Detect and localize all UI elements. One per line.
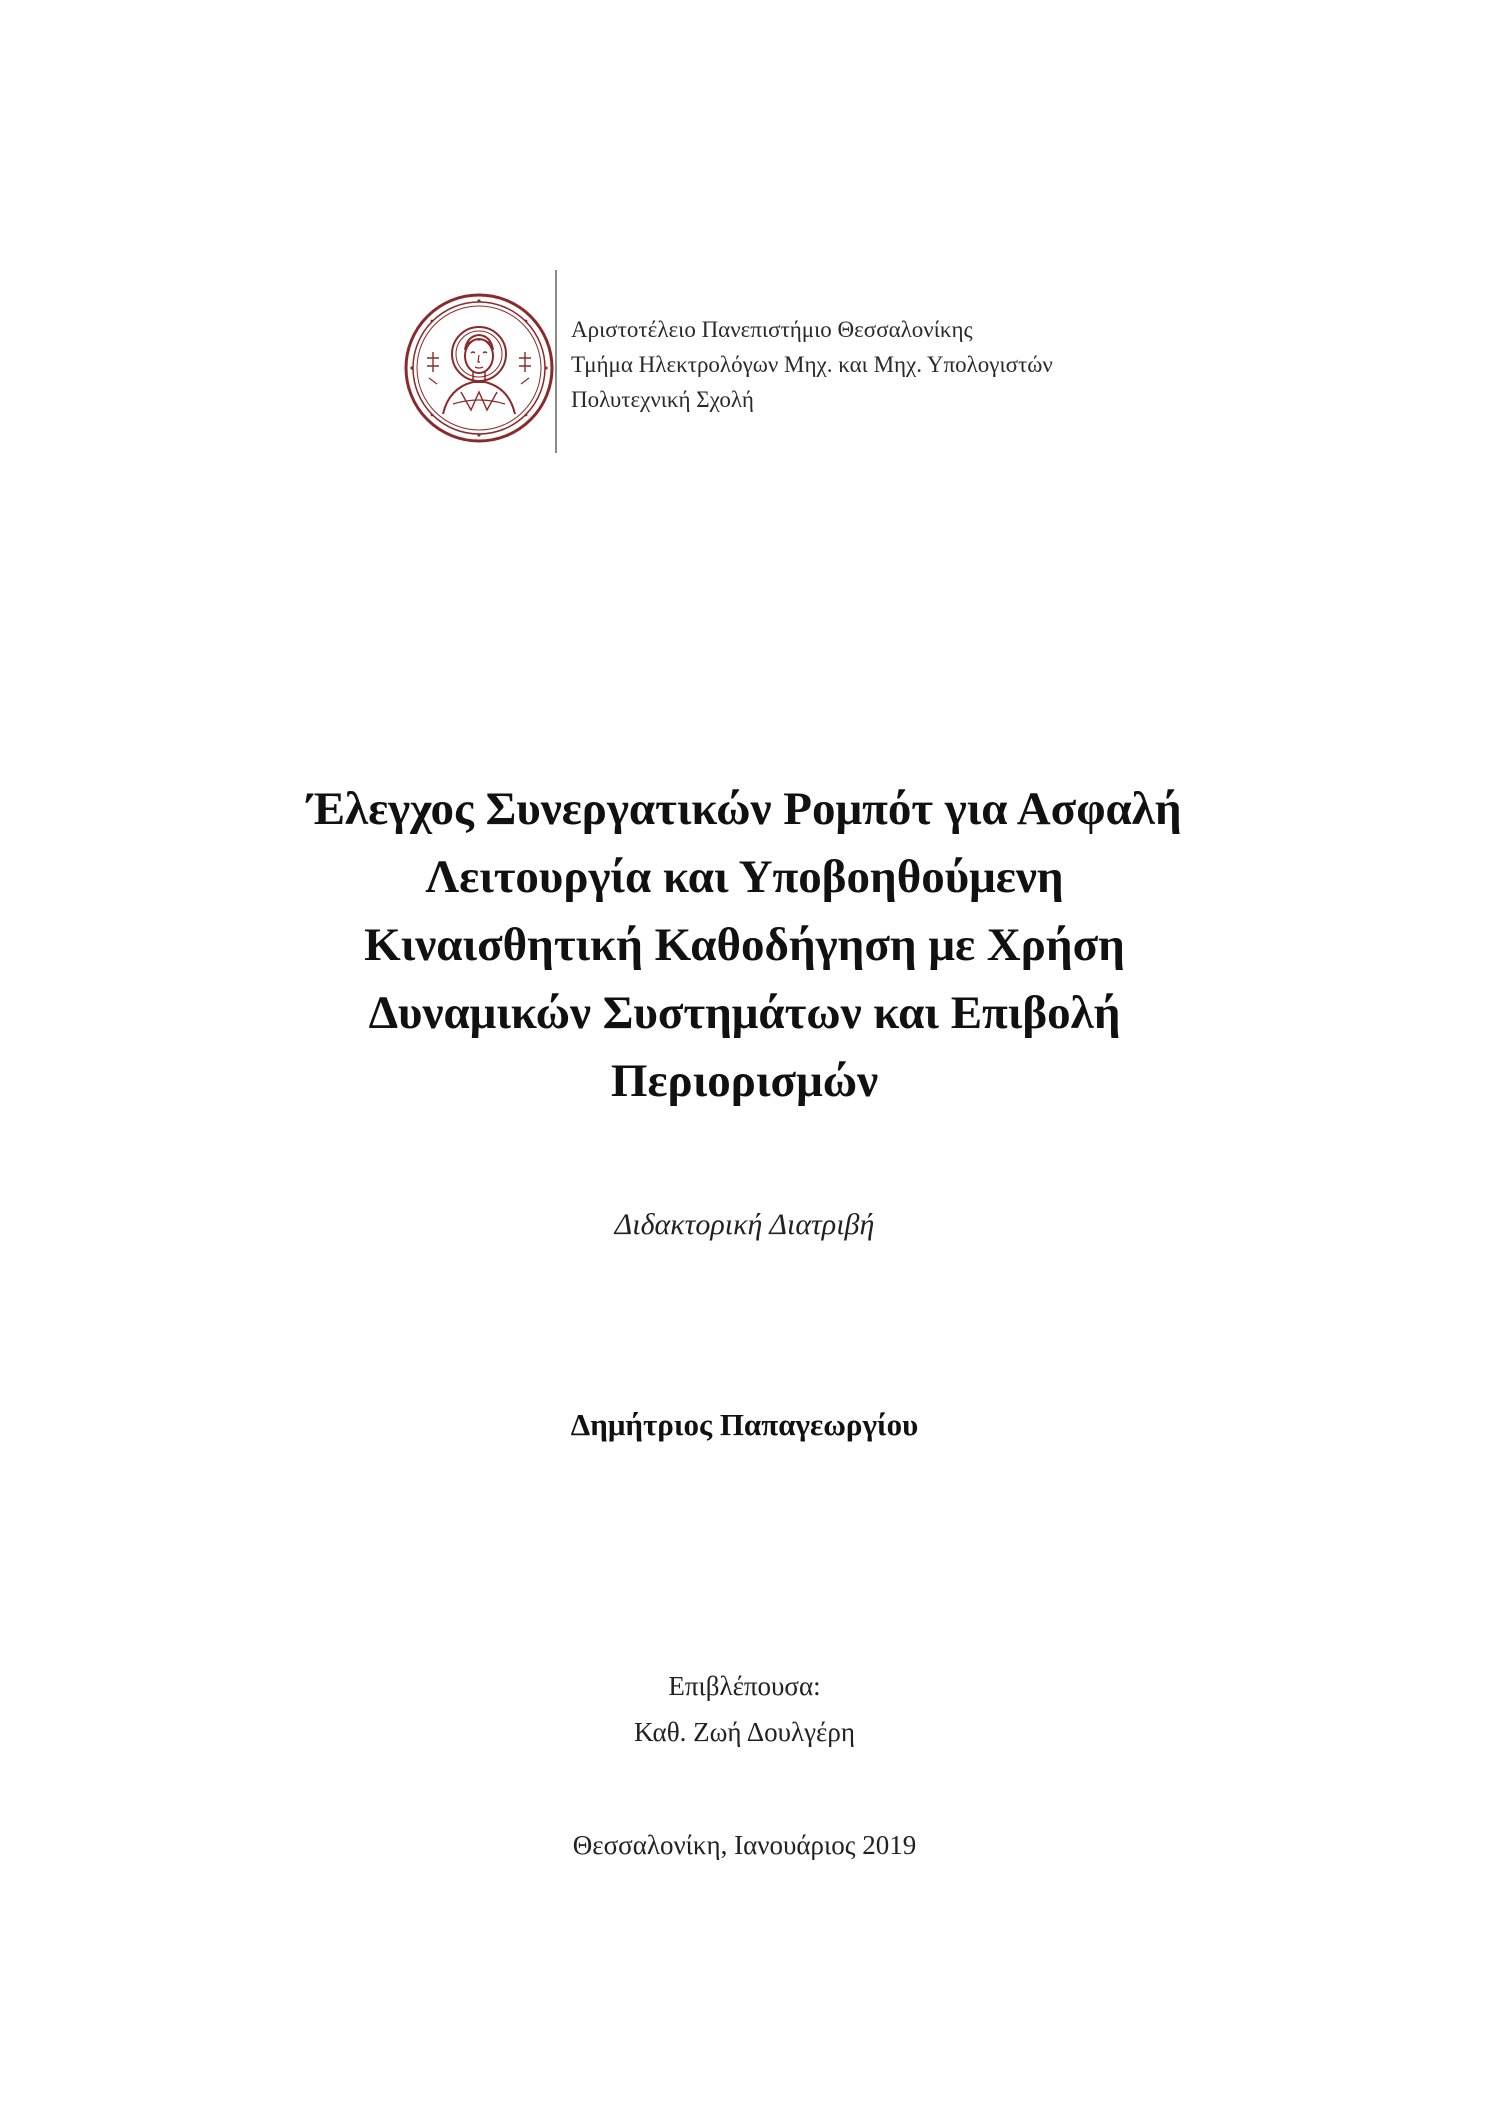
university-seal-icon	[403, 292, 555, 444]
thesis-title	[0, 775, 1489, 1115]
title-line: Λειτουργία και Υποβοηθούμενη	[425, 851, 1064, 903]
supervisor-block	[0, 1663, 1489, 1755]
title-line: Δυναμικών Συστημάτων και Επιβολή	[368, 987, 1121, 1039]
school-name: Πολυτεχνική Σχολή	[571, 387, 754, 412]
document-type: Διδακτορική Διατριβή	[614, 1208, 875, 1241]
header-divider	[555, 270, 557, 453]
university-name: Αριστοτέλειο Πανεπιστήμιο Θεσσαλονίκης	[571, 317, 973, 342]
place-date: Θεσσαλονίκη, Ιανουάριος 2019	[572, 1830, 917, 1860]
title-line: Έλεγχος Συνεργατικών Ρομπότ για Ασφαλή	[307, 783, 1182, 835]
title-line: Περιορισμών	[610, 1055, 879, 1107]
author-name: Δημήτριος Παπαγεωργίου	[570, 1407, 919, 1442]
supervisor-label: Επιβλέπουσα:	[668, 1671, 821, 1701]
institution-header	[403, 270, 1163, 455]
title-line: Κιναισθητική Καθοδήγηση με Χρήση	[364, 919, 1125, 971]
institution-lines	[571, 312, 1053, 417]
supervisor-name: Καθ. Ζωή Δουλγέρη	[634, 1717, 855, 1747]
department-name: Τμήμα Ηλεκτρολόγων Μηχ. και Μηχ. Υπολογιστών	[571, 352, 1053, 377]
